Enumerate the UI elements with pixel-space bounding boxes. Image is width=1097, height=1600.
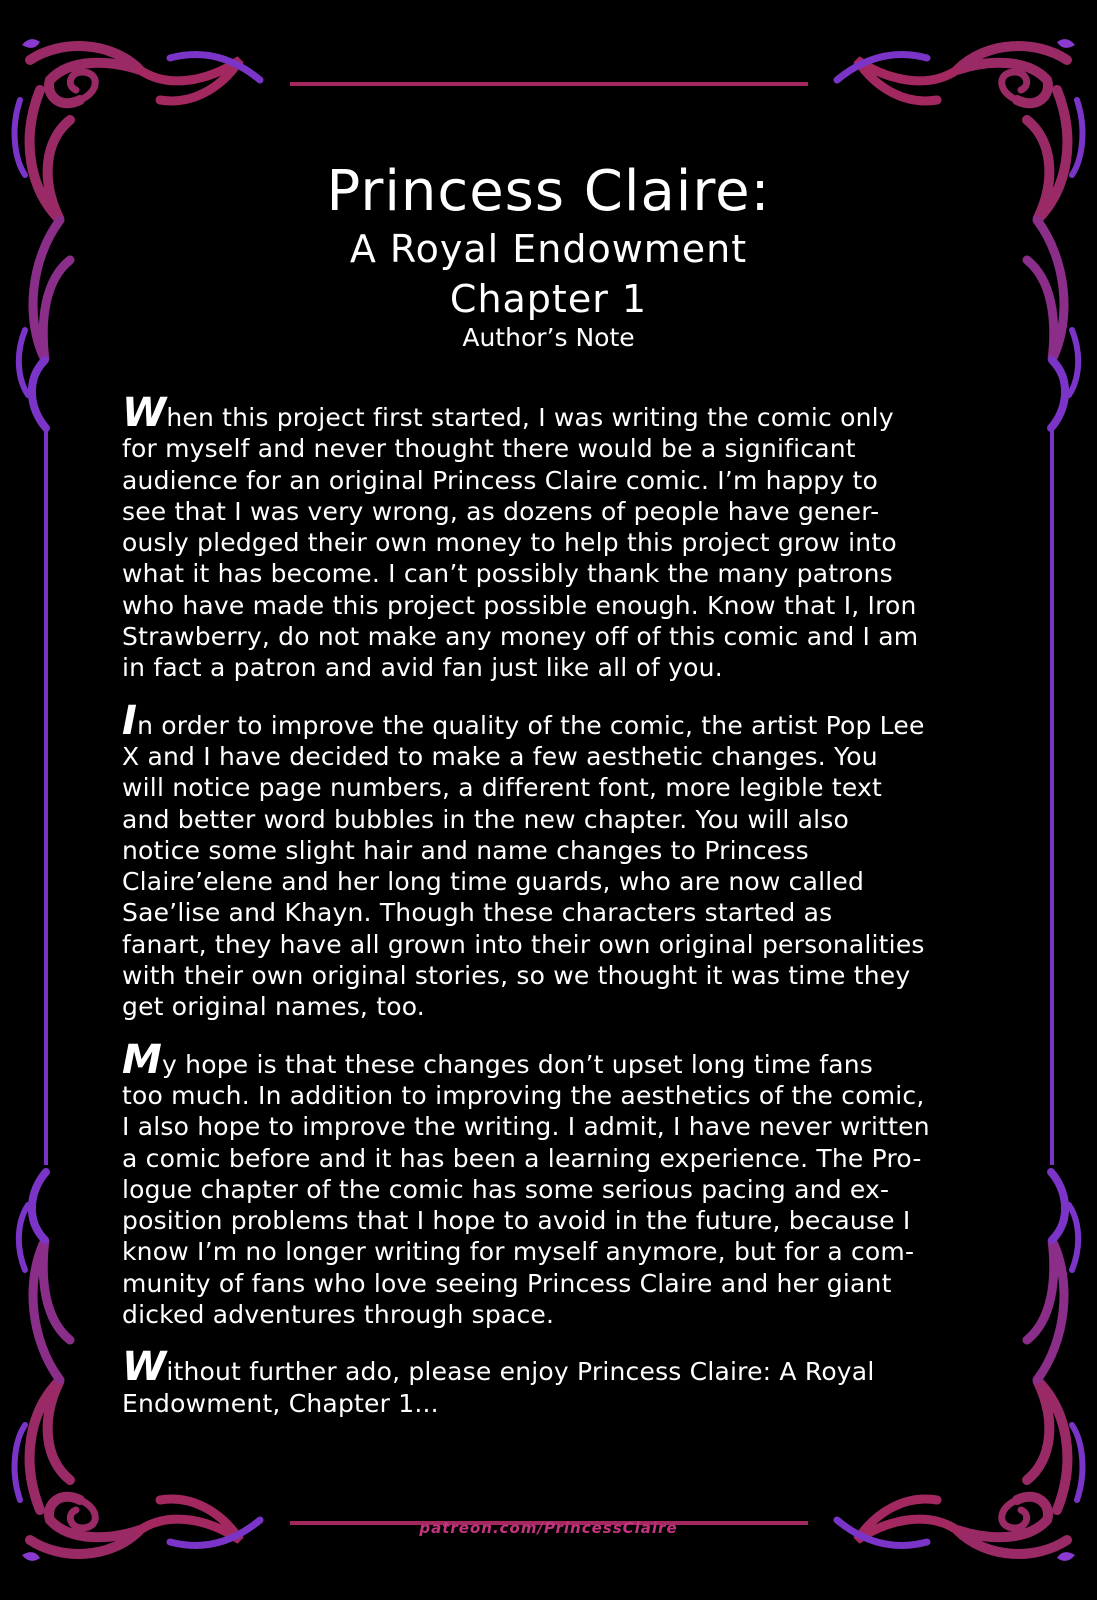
page-title: Princess Claire: <box>326 159 771 224</box>
text-line: in fact a patron and avid fan just like all of you. <box>122 653 723 683</box>
text-line: and better word bubbles in the new chapter. You will also <box>122 804 850 834</box>
text-line: My hope is that these changes don’t upset long time fans <box>122 1036 873 1083</box>
paragraph-3 <box>122 1036 1002 1331</box>
drop-cap: M <box>122 1036 163 1083</box>
text-line: Without further ado, please enjoy Princess Claire: A Royal <box>122 1344 875 1391</box>
text-line: notice some slight hair and name changes to Princess <box>122 835 809 865</box>
text-line: logue chapter of the comic has some serious pacing and ex- <box>122 1174 890 1204</box>
page-subtitle: A Royal Endowment <box>349 227 748 271</box>
drop-cap: W <box>122 390 167 436</box>
drop-cap: W <box>122 1344 167 1391</box>
text-line: In order to improve the quality of the comic, the artist Pop Lee <box>122 697 925 744</box>
text-line: ously pledged their own money to help this project grow into <box>122 528 897 558</box>
text-line: too much. In addition to improving the aesthetics of the comic, <box>122 1080 925 1110</box>
text-line: dicked adventures through space. <box>122 1300 555 1330</box>
text-line: Sae’lise and Khayn. Though these characters started as <box>122 898 833 928</box>
text-line: X and I have decided to make a few aesthetic changes. You <box>122 741 878 771</box>
text-line: a comic before and it has been a learning experience. The Pro- <box>122 1143 922 1173</box>
text-line: Endowment, Chapter 1... <box>122 1388 439 1418</box>
title-block <box>0 160 1097 352</box>
authors-note-body <box>122 390 1002 1441</box>
text-line: with their own original stories, so we thought it was time they <box>122 961 911 991</box>
text-line: know I’m no longer writing for myself anymore, but for a com- <box>122 1237 915 1267</box>
text-line: I also hope to improve the writing. I admit, I have never written <box>122 1112 930 1142</box>
text-line: munity of fans who love seeing Princess Claire and her giant <box>122 1268 892 1298</box>
text-line: will notice page numbers, a different font, more legible text <box>122 773 883 803</box>
text-line: Claire’elene and her long time guards, who are now called <box>122 867 865 897</box>
drop-cap: I <box>122 697 138 744</box>
text-line: Strawberry, do not make any money off of this comic and I am <box>122 622 919 652</box>
paragraph-2 <box>122 697 1002 1023</box>
text-line: get original names, too. <box>122 992 425 1022</box>
text-line: audience for an original Princess Claire comic. I’m happy to <box>122 465 878 495</box>
text-line: position problems that I hope to avoid in the future, because I <box>122 1206 911 1236</box>
text-line: When this project first started, I was writing the comic only <box>122 390 894 436</box>
text-line: fanart, they have all grown into their own original personalities <box>122 929 925 959</box>
authors-note-label: Author’s Note <box>462 323 635 352</box>
chapter-label: Chapter 1 <box>449 277 648 321</box>
paragraph-1 <box>122 390 1002 684</box>
text-line: see that I was very wrong, as dozens of people have gener- <box>122 496 880 526</box>
text-line: who have made this project possible enough. Know that I, Iron <box>122 590 917 620</box>
paragraph-4 <box>122 1344 1002 1419</box>
text-line: for myself and never thought there would be a significant <box>122 434 856 464</box>
text-line: what it has become. I can’t possibly thank the many patrons <box>122 559 893 589</box>
patreon-link[interactable]: patreon.com/PrincessClaire <box>419 1519 678 1537</box>
